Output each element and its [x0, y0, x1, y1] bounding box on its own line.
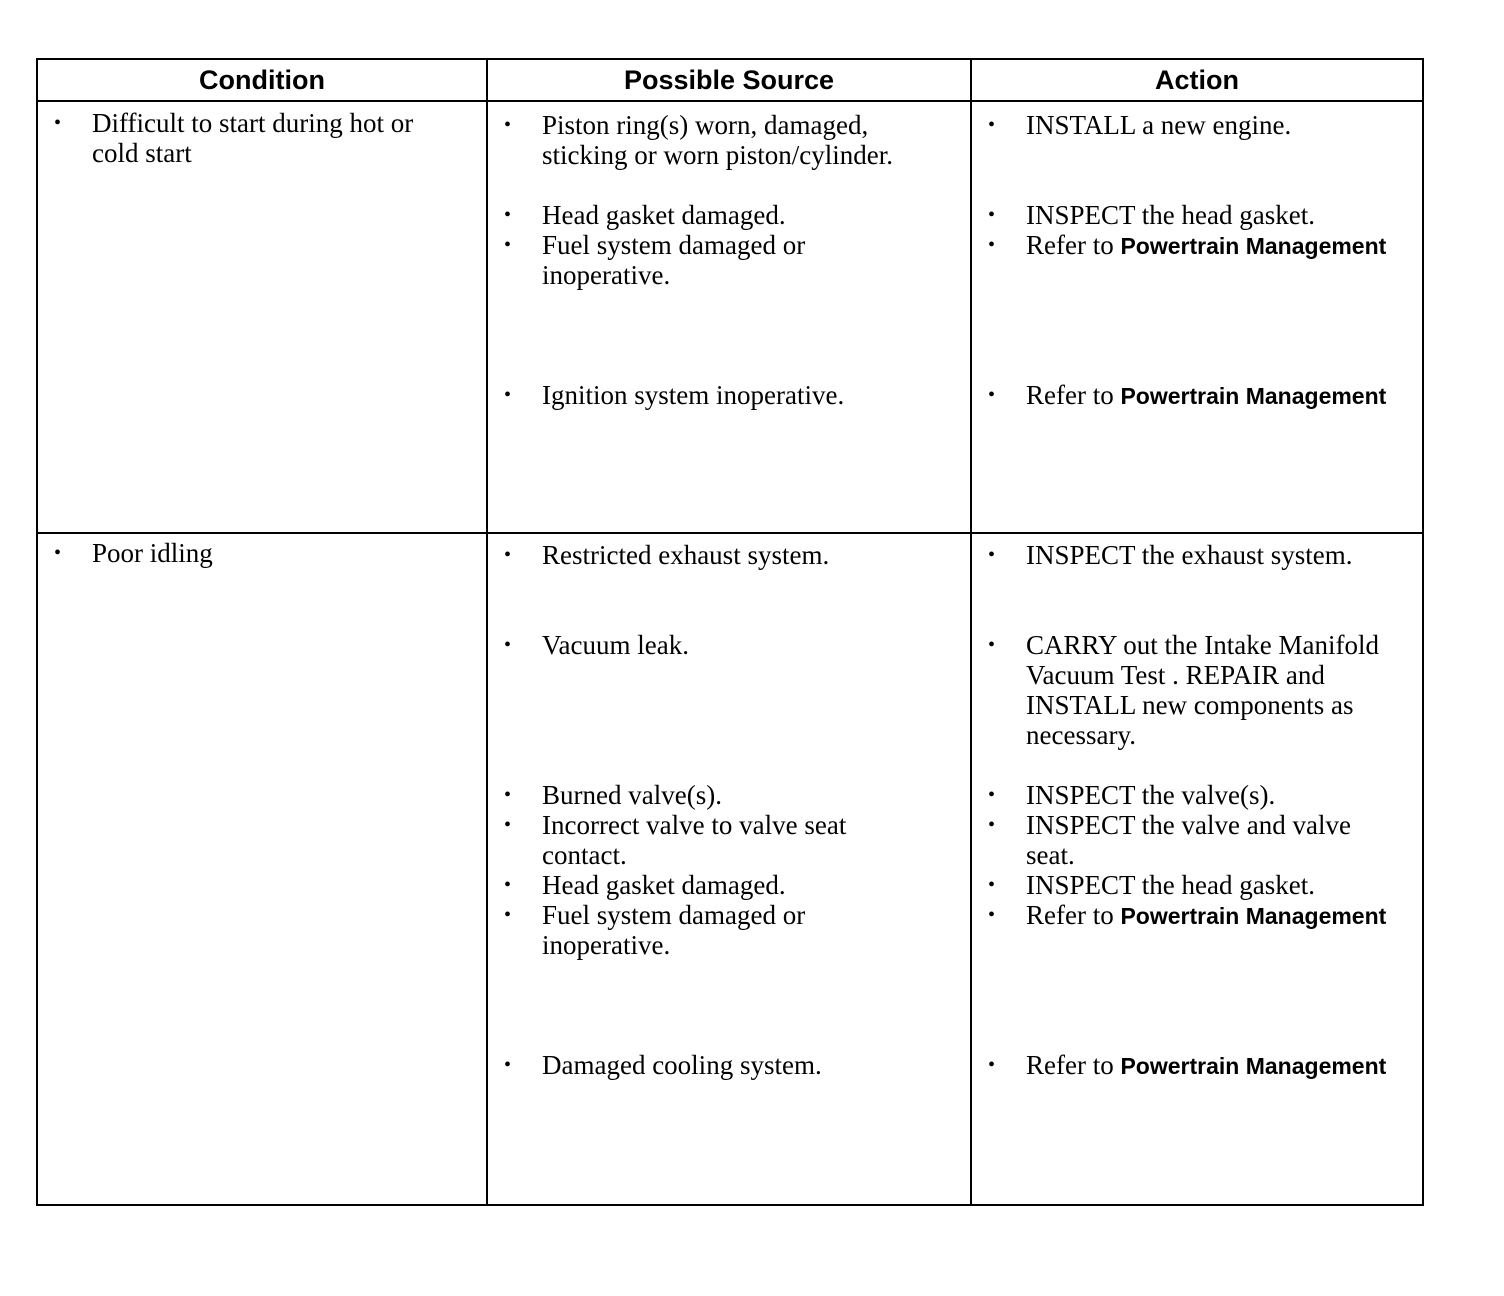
action-text: INSPECT the head gasket.: [1026, 200, 1315, 230]
header-source-label: Possible Source: [623, 64, 835, 95]
reference-link[interactable]: Powertrain Management: [1120, 383, 1387, 409]
row2-source-cell: [488, 534, 972, 1204]
bullet-icon: •: [988, 874, 996, 896]
action-reference: [1026, 1050, 1422, 1081]
bullet-icon: •: [988, 634, 996, 656]
source-text: Piston ring(s) worn, damaged, sticking or worn piston/cylinder.: [542, 110, 893, 170]
bullet-icon: •: [988, 814, 996, 836]
header-action: [972, 60, 1422, 102]
bullet-icon: •: [504, 234, 512, 256]
bullet-icon: •: [504, 634, 512, 656]
bullet-icon: •: [988, 384, 996, 406]
action-text: INSPECT the valve(s).: [1026, 780, 1276, 810]
bullet-icon: •: [988, 544, 996, 566]
bullet-icon: •: [988, 204, 996, 226]
action-text: INSPECT the valve and valve seat.: [1026, 810, 1351, 870]
bullet-icon: •: [988, 1054, 996, 1076]
reference-link[interactable]: Powertrain Management: [1120, 1053, 1387, 1079]
bullet-icon: •: [504, 904, 512, 926]
condition-text: Poor idling: [92, 538, 213, 568]
bullet-icon: •: [504, 544, 512, 566]
action-text: INSPECT the head gasket.: [1026, 870, 1315, 900]
action-reference: [1026, 900, 1422, 931]
bullet-icon: •: [504, 784, 512, 806]
header-condition: [38, 60, 488, 102]
source-text: Head gasket damaged.: [542, 870, 786, 900]
reference-link[interactable]: Powertrain Management: [1120, 233, 1387, 259]
reference-prefix: Refer to: [1026, 380, 1121, 410]
action-reference: [1026, 230, 1422, 261]
bullet-icon: •: [54, 542, 62, 564]
bullet-icon: •: [988, 904, 996, 926]
bullet-icon: •: [504, 384, 512, 406]
reference-link[interactable]: Powertrain Management: [1120, 903, 1387, 929]
bullet-icon: •: [988, 114, 996, 136]
source-text: Incorrect valve to valve seat contact.: [542, 810, 847, 870]
action-reference: [1026, 380, 1422, 411]
bullet-icon: •: [504, 1054, 512, 1076]
action-text: INSPECT the exhaust system.: [1026, 540, 1353, 570]
row2-action-cell: [972, 534, 1422, 1204]
header-condition-label: Condition: [199, 64, 325, 95]
source-text: Vacuum leak.: [542, 630, 689, 660]
bullet-icon: •: [504, 814, 512, 836]
condition-text: Difficult to start during hot or cold start: [92, 108, 414, 168]
reference-prefix: Refer to: [1026, 900, 1121, 930]
bullet-icon: •: [988, 784, 996, 806]
source-text: Restricted exhaust system.: [542, 540, 830, 570]
reference-prefix: Refer to: [1026, 1050, 1121, 1080]
bullet-icon: •: [504, 874, 512, 896]
header-action-label: Action: [1155, 64, 1239, 95]
bullet-icon: •: [54, 112, 62, 134]
reference-prefix: Refer to: [1026, 230, 1121, 260]
source-text: Fuel system damaged or inoperative.: [542, 900, 806, 960]
diagnosis-table: [36, 58, 1424, 1206]
row1-condition-cell: [38, 102, 488, 534]
action-text: CARRY out the Intake Manifold Vacuum Test . REPAIR and INSTALL new components as necessary.: [1026, 630, 1379, 750]
source-text: Head gasket damaged.: [542, 200, 786, 230]
bullet-icon: •: [988, 234, 996, 256]
row1-source-cell: [488, 102, 972, 534]
source-text: Damaged cooling system.: [542, 1050, 822, 1080]
source-text: Ignition system inoperative.: [542, 380, 845, 410]
header-possible-source: [488, 60, 972, 102]
source-text: Fuel system damaged or inoperative.: [542, 230, 806, 290]
source-text: Burned valve(s).: [542, 780, 722, 810]
bullet-icon: •: [504, 204, 512, 226]
row2-condition-cell: [38, 534, 488, 1204]
bullet-icon: •: [504, 114, 512, 136]
action-text: INSTALL a new engine.: [1026, 110, 1292, 140]
row1-action-cell: [972, 102, 1422, 534]
